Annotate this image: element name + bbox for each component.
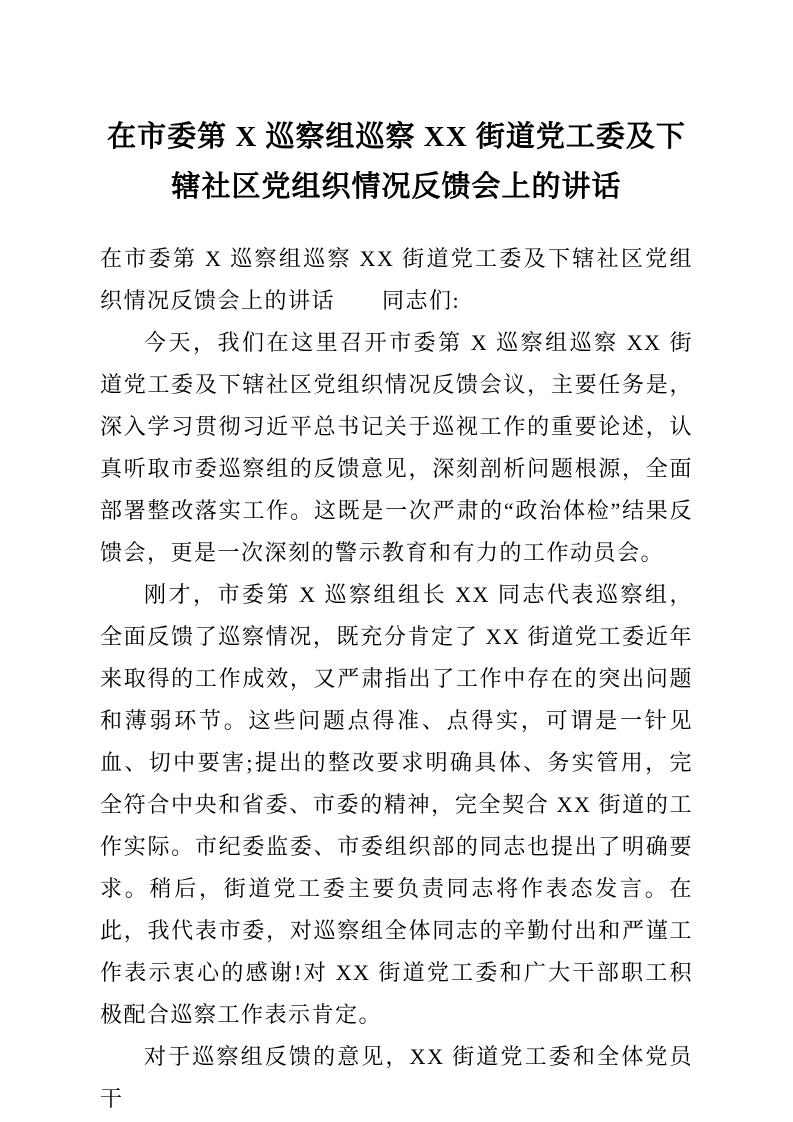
paragraph-inspection-feedback-summary: 刚才，市委第 X 巡察组组长 XX 同志代表巡察组，全面反馈了巡察情况，既充分肯定了 XX 街道党工委近年来取得的工作成效，又严肃指出了工作中存在的突出问题和薄弱环节。这些问题点得准、点得实，可谓是一针见血、切中要害;提出的整改要求明确具体、务实管用，完全符合中央和省委、市委的精神，完全契合 XX 街道的工作实际。市纪委监委、市委组织部的同志也提出了明确要求。稍后，街道党工委主要负责同志将作表态发言。在此，我代表市委，对巡察组全体同志的辛勤付出和严谨工作表示衷心的感谢!对 XX 街道党工委和广大干部职工积极配合巡察工作表示肯定。	[100, 582, 693, 1027]
paragraph-meeting-purpose: 今天，我们在这里召开市委第 X 巡察组巡察 XX 街道党工委及下辖社区党组织情况反馈会议，主要任务是，深入学习贯彻习近平总书记关于巡视工作的重要论述，认真听取市委巡察组的反馈意见，深刻剖析问题根源，全面部署整改落实工作。这既是一次严肃的“政治体检”结果反馈会，更是一次深刻的警示教育和有力的工作动员会。	[100, 330, 693, 565]
paragraph-response-intro: 对于巡察组反馈的意见，XX 街道党工委和全体党员干	[100, 1044, 693, 1111]
paragraph-heading-and-salutation: 在市委第 X 巡察组巡察 XX 街道党工委及下辖社区党组织情况反馈会上的讲话 同志们:	[100, 246, 693, 313]
document-title	[100, 112, 693, 212]
document-title-line-2: 辖社区党组织情况反馈会上的讲话	[171, 171, 622, 203]
document-body	[100, 238, 693, 1120]
document-title-line-1: 在市委第 X 巡察组巡察 XX 街道党工委及下	[107, 121, 686, 153]
